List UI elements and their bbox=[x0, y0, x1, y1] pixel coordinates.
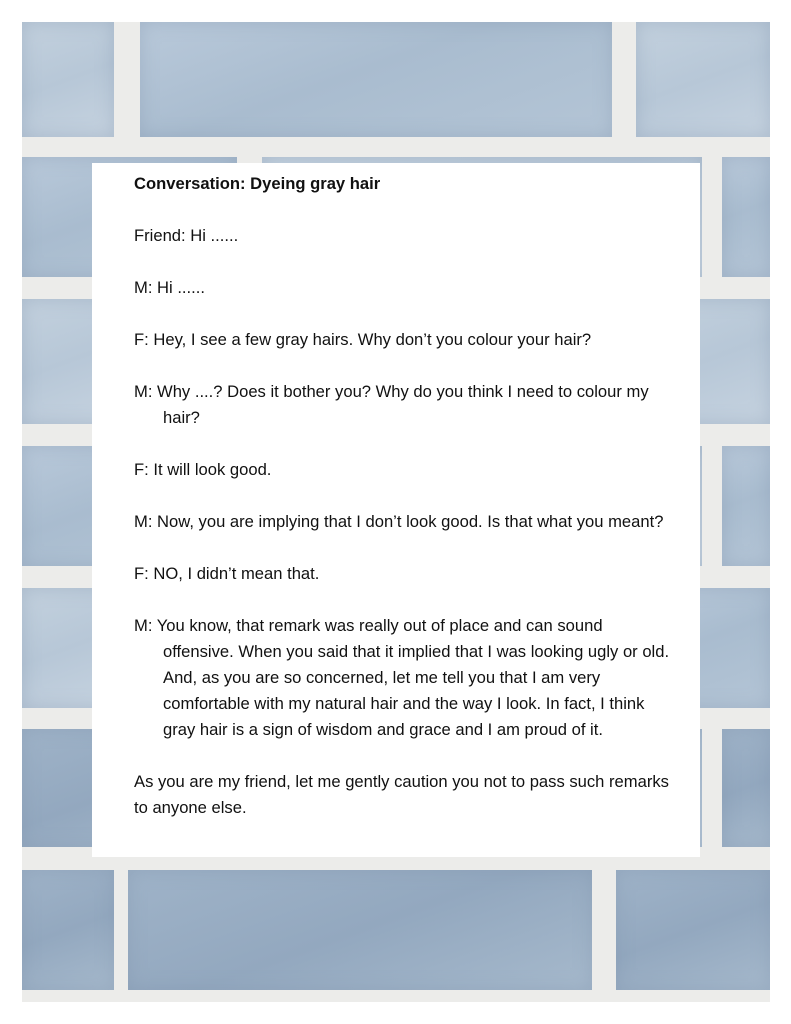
brick bbox=[722, 446, 770, 566]
brick bbox=[616, 870, 770, 990]
brick bbox=[128, 870, 592, 990]
dialogue-line: F: It will look good. bbox=[134, 460, 272, 479]
brick bbox=[722, 729, 770, 847]
dialogue-line: Friend: Hi ...... bbox=[134, 226, 239, 245]
dialogue-line: F: NO, I didn’t mean that. bbox=[134, 564, 320, 583]
dialogue-line: F: Hey, I see a few gray hairs. Why don’t you colour your hair? bbox=[134, 330, 592, 349]
dialogue-line: M: Now, you are implying that I don’t look good. Is that what you meant? bbox=[134, 512, 664, 531]
brick bbox=[140, 22, 612, 137]
dialogue-line: M: You know, that remark was really out of place and can sound offensive. When you said that it implied that I was looking ugly or old. And, as you are so concerned, let me tell you that I am very comfortable with my natural hair and the way I look. In fact, I think gray hair is a sign of wisdom and grace and I am proud of it. bbox=[134, 616, 670, 739]
closing-paragraph: As you are my friend, let me gently caution you not to pass such remarks to anyone else. bbox=[134, 772, 669, 817]
conversation-card bbox=[92, 163, 700, 857]
document-title: Conversation: Dyeing gray hair bbox=[134, 174, 381, 193]
brick bbox=[722, 157, 770, 277]
dialogue-line: M: Hi ...... bbox=[134, 278, 205, 297]
brick bbox=[22, 22, 114, 137]
dialogue-line: M: Why ....? Does it bother you? Why do you think I need to colour my hair? bbox=[134, 382, 649, 427]
brick bbox=[636, 22, 770, 137]
brick bbox=[22, 870, 114, 990]
